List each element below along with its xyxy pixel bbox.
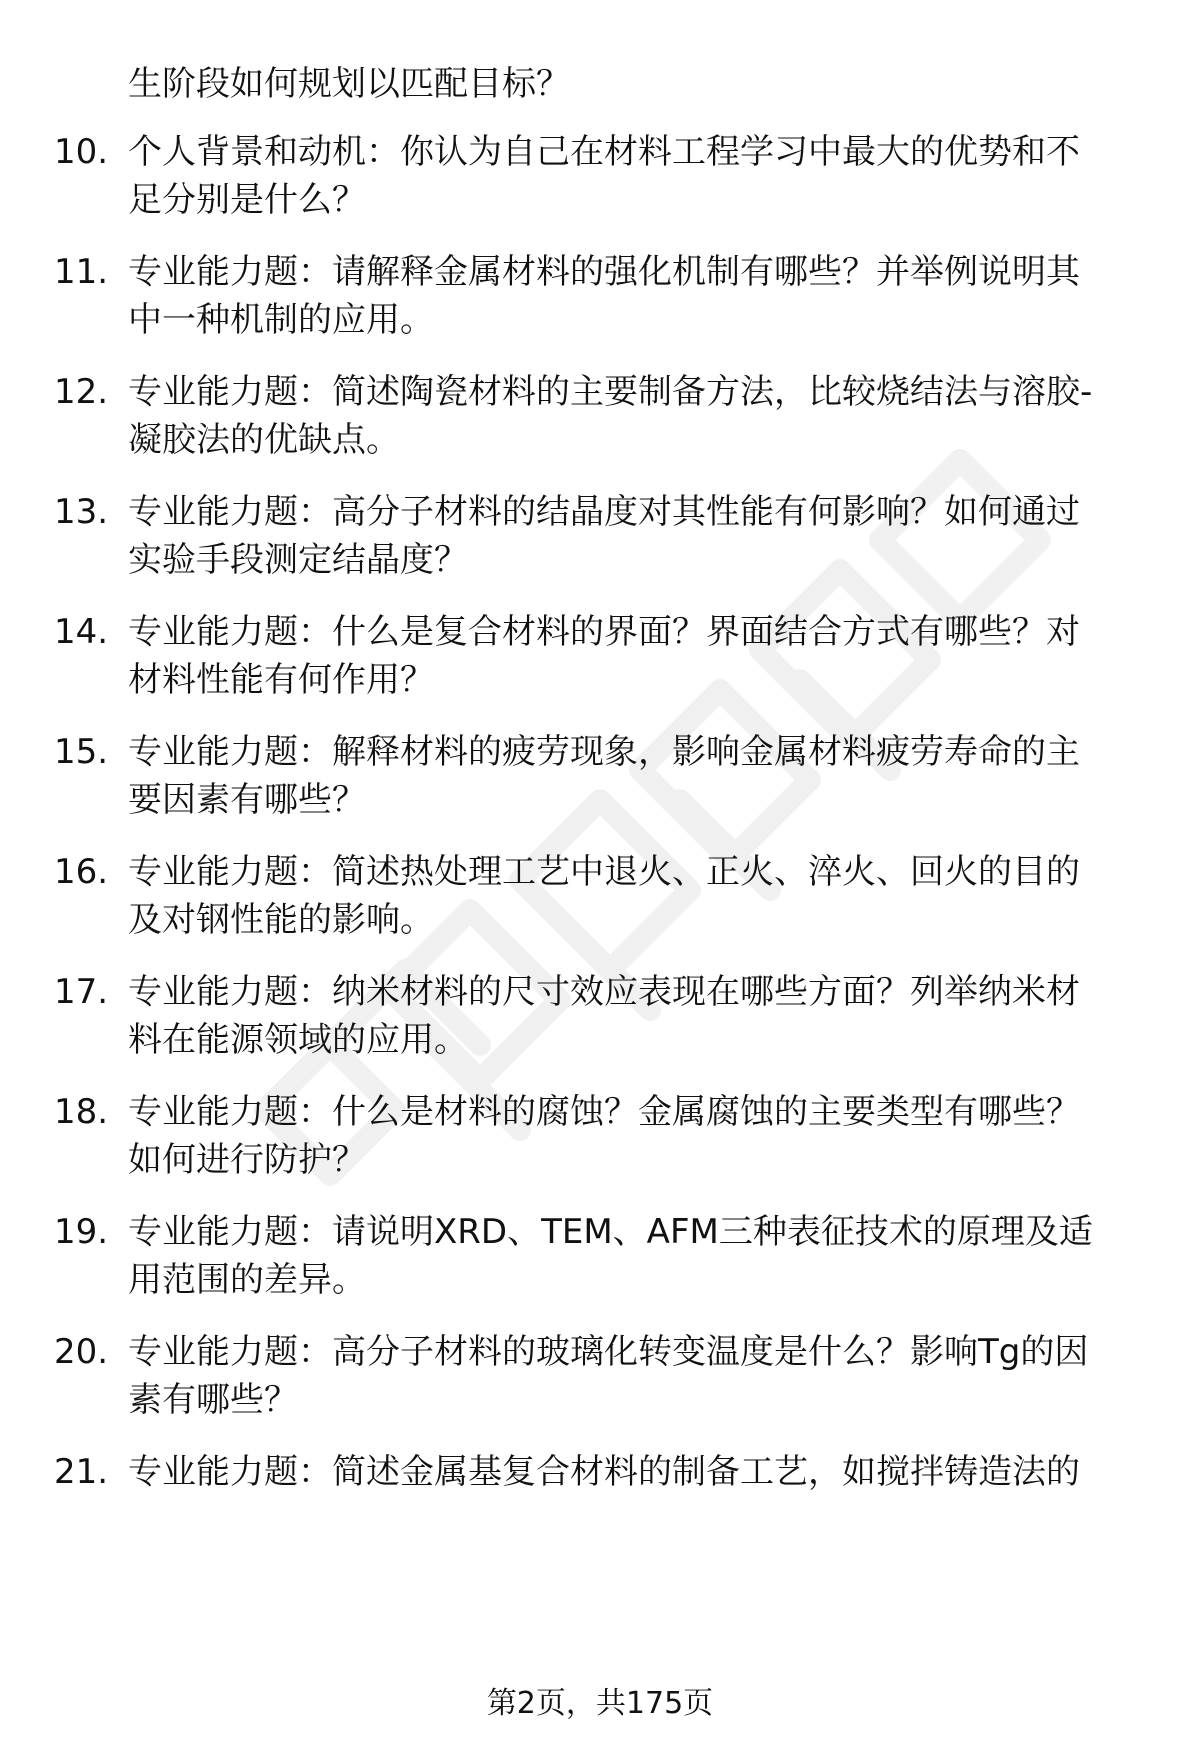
question-line: 专业能力题：简述金属基复合材料的制备工艺，如搅拌铸造法的	[128, 1452, 1080, 1492]
question-line: 专业能力题：解释材料的疲劳现象，影响金属材料疲劳寿命的主	[128, 732, 1080, 772]
question-line: 个人背景和动机：你认为自己在材料工程学习中最大的优势和不	[128, 132, 1080, 172]
question-text	[128, 248, 1158, 344]
question-number: 17.	[54, 972, 109, 1012]
question-text	[128, 1328, 1158, 1424]
list-item	[0, 968, 1200, 1068]
question-line: 要因素有哪些？	[128, 780, 366, 820]
question-text	[128, 728, 1158, 824]
question-line: 专业能力题：高分子材料的玻璃化转变温度是什么？影响Tg的因	[128, 1332, 1089, 1372]
page-footer: 第2页，共175页	[486, 1686, 714, 1721]
question-number: 10.	[54, 132, 109, 172]
question-text	[128, 1448, 1158, 1544]
question-text	[128, 608, 1158, 704]
list-item	[0, 1448, 1200, 1548]
question-number: 19.	[54, 1212, 109, 1252]
question-text	[128, 368, 1158, 464]
question-line: 专业能力题：什么是复合材料的界面？界面结合方式有哪些？对	[128, 612, 1080, 652]
question-line: 实验手段测定结晶度？	[128, 540, 468, 580]
question-line: 及对钢性能的影响。	[128, 900, 434, 940]
question-number: 13.	[54, 492, 109, 532]
question-text	[128, 488, 1158, 584]
list-item	[0, 488, 1200, 588]
question-line: 中一种机制的应用。	[128, 300, 434, 340]
question-line: 材料性能有何作用？	[128, 660, 434, 700]
question-number: 11.	[54, 252, 109, 292]
question-line: 专业能力题：纳米材料的尺寸效应表现在哪些方面？列举纳米材	[128, 972, 1080, 1012]
question-number: 16.	[54, 852, 109, 892]
question-line: 足分别是什么？	[128, 180, 366, 220]
continued-question-text: 生阶段如何规划以匹配目标？	[128, 64, 570, 104]
question-text	[128, 128, 1158, 224]
question-line: 专业能力题：高分子材料的结晶度对其性能有何影响？如何通过	[128, 492, 1080, 532]
list-item	[0, 368, 1200, 468]
question-line: 素有哪些？	[128, 1380, 298, 1420]
list-item	[0, 128, 1200, 228]
question-line: 专业能力题：请说明XRD、TEM、AFM三种表征技术的原理及适	[128, 1212, 1093, 1252]
question-text	[128, 848, 1158, 944]
list-item	[0, 608, 1200, 708]
question-line: 料在能源领域的应用。	[128, 1020, 468, 1060]
question-number: 14.	[54, 612, 109, 652]
list-item	[0, 1328, 1200, 1428]
question-number: 21.	[54, 1452, 109, 1492]
question-number: 20.	[54, 1332, 109, 1372]
question-number: 15.	[54, 732, 109, 772]
list-item	[0, 1208, 1200, 1308]
question-number: 18.	[54, 1092, 109, 1132]
question-line: 专业能力题：简述热处理工艺中退火、正火、淬火、回火的目的	[128, 852, 1080, 892]
question-text	[128, 1208, 1158, 1304]
question-line: 用范围的差异。	[128, 1260, 366, 1300]
question-text	[128, 968, 1158, 1064]
list-item	[0, 248, 1200, 348]
question-line: 凝胶法的优缺点。	[128, 420, 400, 460]
question-line: 专业能力题：请解释金属材料的强化机制有哪些？并举例说明其	[128, 252, 1080, 292]
question-text	[128, 1088, 1158, 1184]
list-item	[0, 848, 1200, 948]
list-item	[0, 728, 1200, 828]
question-line: 如何进行防护？	[128, 1140, 366, 1180]
question-line	[128, 1496, 1158, 1544]
question-line: 专业能力题：什么是材料的腐蚀？金属腐蚀的主要类型有哪些？	[128, 1092, 1080, 1132]
list-item	[0, 1088, 1200, 1188]
question-line: 专业能力题：简述陶瓷材料的主要制备方法，比较烧结法与溶胶-	[128, 372, 1093, 412]
question-number: 12.	[54, 372, 109, 412]
